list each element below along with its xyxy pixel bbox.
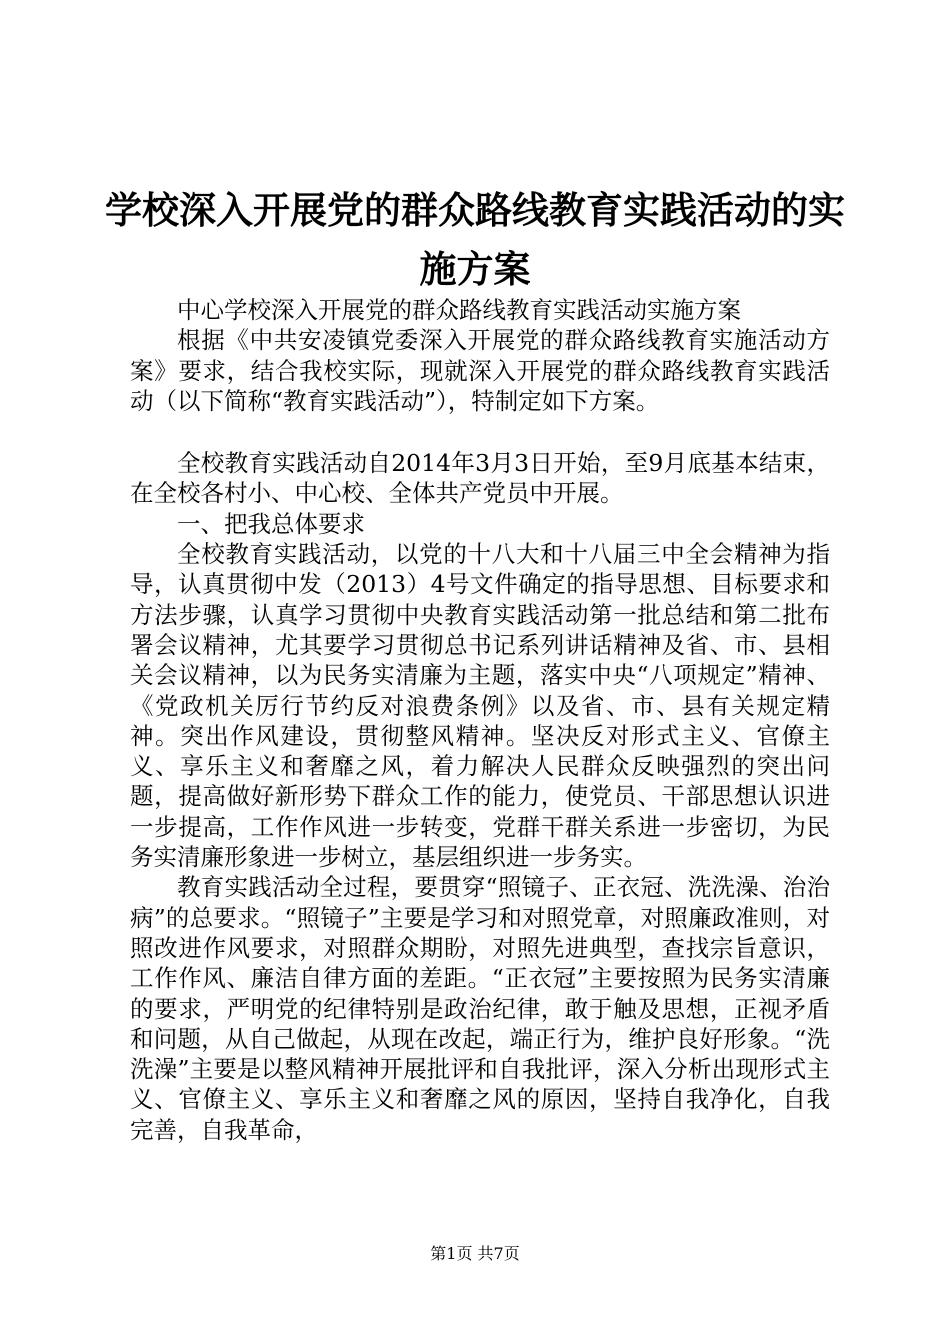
requirements-paragraph: 全校教育实践活动，以党的十八大和十八届三中全会精神为指导，认真贯彻中发（2013）4号文件确定的指导思想、目标要求和方法步骤，认真学习贯彻中央教育实践活动第一批总结和第二批布署会议精神，尤其要学习贯彻总书记系列讲话精神及省、市、县相关会议精神，以为民务实清廉为主题，落实中央“八项规定”精神、《党政机关厉行节约反对浪费条例》以及省、市、县有关规定精神。突出作风建设，贯彻整风精神。坚决反对形式主义、官僚主义、享乐主义和奢靡之风，着力解决人民群众反映强烈的突出问题，提高做好新形势下群众工作的能力，使党员、干部思想认识进一步提高，工作作风进一步转变，党群干群关系进一步密切，为民务实清廉形象进一步树立，基层组织进一步务实。 <box>130 540 830 872</box>
subtitle-paragraph: 中心学校深入开展党的群众路线教育实践活动实施方案 <box>177 296 741 324</box>
paragraph-spacer <box>130 416 830 448</box>
document-title-line-2: 施方案 <box>419 248 531 291</box>
intro-paragraph: 根据《中共安凌镇党委深入开展党的群众路线教育实施活动方案》要求，结合我校实际，现就深入开展党的群众路线教育实践活动（以下简称“教育实践活动”），特制定如下方案。 <box>130 326 830 415</box>
section-heading: 一、把我总体要求 <box>177 509 365 538</box>
overall-requirement-paragraph: 教育实践活动全过程，要贯穿“照镜子、正衣冠、洗洗澡、治治病”的总要求。“照镜子”主要是学习和对照党章，对照廉政准则，对照改进作风要求，对照群众期盼，对照先进典型，查找宗旨意识，工作作风、廉洁自律方面的差距。“正衣冠”主要按照为民务实清廉的要求，严明党的纪律特别是政治纪律，敢于触及思想，正视矛盾和问题，从自己做起，从现在改起，端正行为，维护良好形象。“洗洗澡”主要是以整风精神开展批评和自我批评，深入分析出现形式主义、官僚主义、享乐主义和奢靡之风的原因，坚持自我净化，自我完善，自我革命， <box>130 873 830 1144</box>
schedule-paragraph: 全校教育实践活动自2014年3月3日开始，至9月底基本结束，在全校各村小、中心校、全体共产党员中开展。 <box>130 449 830 508</box>
page-number-footer: 第1页 共7页 <box>430 1244 520 1263</box>
document-body <box>130 295 830 1145</box>
document-title-line-1: 学校深入开展党的群众路线教育实践活动的实 <box>105 189 845 232</box>
